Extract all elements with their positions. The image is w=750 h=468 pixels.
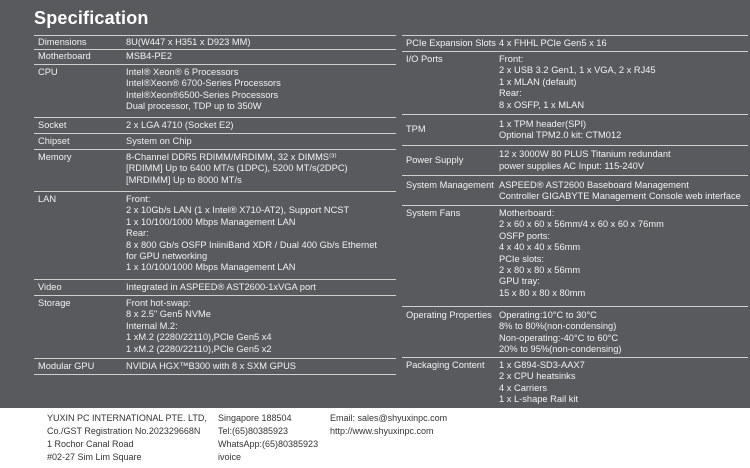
spec-row-packaging-content — [402, 358, 748, 403]
spec-value: 1 x G894-SD3-AAX7 2 x CPU heatsinks 4 x Carriers 1 x L-shape Rail kit — [499, 360, 585, 405]
spec-row-chipset — [34, 134, 396, 150]
footer-contact-web — [330, 412, 447, 438]
spec-value: ASPEED® AST2600 Baseboard Management Controller GIGABYTE Management Console web interface — [499, 180, 741, 202]
footer-line: Co./GST Registration No.202329668N — [47, 426, 201, 436]
spec-value: 2 x LGA 4710 (Socket E2) — [126, 119, 234, 130]
footer-contact-phone — [218, 412, 318, 464]
spec-table-right — [402, 35, 748, 403]
spec-value: Front: 2 x USB 3.2 Gen1, 1 x VGA, 2 x RJ45 1 x MLAN (default) Rear: 8 x OSFP, 1 x MLAN — [499, 54, 656, 110]
spec-row-io-ports — [402, 52, 748, 115]
spec-label: Dimensions — [38, 36, 87, 47]
spec-row-storage — [34, 296, 396, 359]
spec-row-memory — [34, 150, 396, 192]
footer-line: #02-27 Sim Lim Square — [47, 452, 142, 462]
footer-line: WhatsApp:(65)80385923 — [218, 439, 319, 449]
spec-label: System Fans — [406, 208, 461, 218]
footer-line: YUXIN PC INTERNATIONAL PTE. LTD, — [47, 413, 207, 423]
spec-row-system-management — [402, 176, 748, 206]
spec-label: Memory — [38, 152, 72, 162]
spec-label: System Management — [406, 180, 494, 190]
spec-value: 4 x FHHL PCIe Gen5 x 16 — [499, 37, 607, 48]
spec-row-motherboard — [34, 50, 396, 65]
spec-value: 1 x TPM header(SPI) Optional TPM2.0 kit: CTM012 — [499, 118, 622, 140]
footer-email-link[interactable]: Email: sales@shyuxinpc.com — [330, 413, 448, 423]
spec-value: Motherboard: 2 x 60 x 60 x 56mm/4 x 60 x 60 x 76mm OSFP ports: 4 x 40 x 40 x 56mm PCIe slots: 2 x 80 x 80 x 56mm GPU tray: 15 x 80 x 80 x 80mm — [499, 208, 664, 298]
spec-value: Operating:10°C to 30°C 8% to 80%(non-condensing) Non-operating:-40°C to 60°C 20% to 95%(non-condensing) — [499, 310, 622, 355]
footer-company-info — [47, 412, 207, 464]
spec-table-left — [34, 35, 396, 375]
spec-row-operating-properties — [402, 307, 748, 358]
spec-row-video — [34, 280, 396, 296]
company-footer — [0, 408, 750, 468]
spec-value: Intel® Xeon® 6 Processors Intel®Xeon® 6700-Series Processors Intel®Xeon®6500-Series Processors Dual processor, TDP up to 350W — [126, 67, 281, 112]
spec-label: CPU — [38, 67, 58, 77]
spec-row-power-supply — [402, 146, 748, 176]
spec-row-dimensions — [34, 36, 396, 50]
spec-row-system-fans — [402, 206, 748, 307]
spec-row-pcie-slots — [402, 36, 748, 52]
spec-title: Specification — [34, 8, 149, 28]
spec-row-modular-gpu — [34, 359, 396, 375]
spec-row-lan — [34, 192, 396, 280]
footer-line: 1 Rochor Canal Road — [47, 439, 134, 449]
footer-website-link[interactable]: http://www.shyuxinpc.com — [330, 426, 434, 436]
footer-line: Tel:(65)80385923 — [218, 426, 289, 436]
spec-row-tpm — [402, 115, 748, 146]
footer-line: Singapore 188504 — [218, 413, 292, 423]
spec-value: 8-Channel DDR5 RDIMM/MRDIMM, 32 x DIMMS⁽³⁾ [RDIMM] Up to 6400 MT/s (1DPC), 5200 MT/s(2DPC) [MRDIMM] Up to 8000 MT/s — [126, 152, 348, 185]
spec-label: Power Supply — [406, 154, 464, 165]
spec-label: PCIe Expansion Slots — [406, 37, 496, 48]
spec-value: Integrated in ASPEED® AST2600-1xVGA port — [126, 281, 316, 292]
spec-label: Chipset — [38, 135, 70, 146]
spec-value: NVIDIA HGX™B300 with 8 x SXM GPUS — [126, 360, 296, 371]
spec-label: Video — [38, 281, 62, 292]
spec-value: Front hot-swap: 8 x 2.5" Gen5 NVMe Internal M.2: 1 xM.2 (2280/22110),PCle Gen5 x4 1 xM.2 (2280/22110),PCle Gen5 x2 — [126, 298, 272, 354]
spec-value: 8U(W447 x H351 x D923 MM) — [126, 36, 251, 47]
spec-label: Storage — [38, 298, 71, 308]
spec-value: 12 x 3000W 80 PLUS Titanium redundant power supplies AC Input: 115-240V — [499, 149, 671, 171]
spec-value: System on Chip — [126, 135, 192, 146]
footer-line: ivoice — [218, 452, 242, 462]
spec-row-cpu — [34, 65, 396, 118]
spec-label: Modular GPU — [38, 360, 95, 371]
spec-label: Packaging Content — [406, 360, 485, 370]
spec-label: LAN — [38, 194, 57, 204]
spec-value: MSB4-PE2 — [126, 51, 172, 62]
spec-label: TPM — [406, 124, 426, 135]
spec-row-socket — [34, 118, 396, 134]
spec-label: Socket — [38, 119, 67, 130]
spec-value: Front: 2 x 10Gb/s LAN (1 x Intel® X710-AT2), Support NCST 1 x 10/100/1000 Mbps Management LAN Rear: 8 x 800 Gb/s OSFP IniiniBand XDR / Dual 400 Gb/s Ethernet for GPU networking 1 x 10/100/1000 Mbps Management LAN — [126, 194, 377, 273]
spec-label: I/O Ports — [406, 54, 443, 64]
spec-label: Motherboard — [38, 51, 91, 62]
spec-label: Operating Properties — [406, 310, 492, 320]
